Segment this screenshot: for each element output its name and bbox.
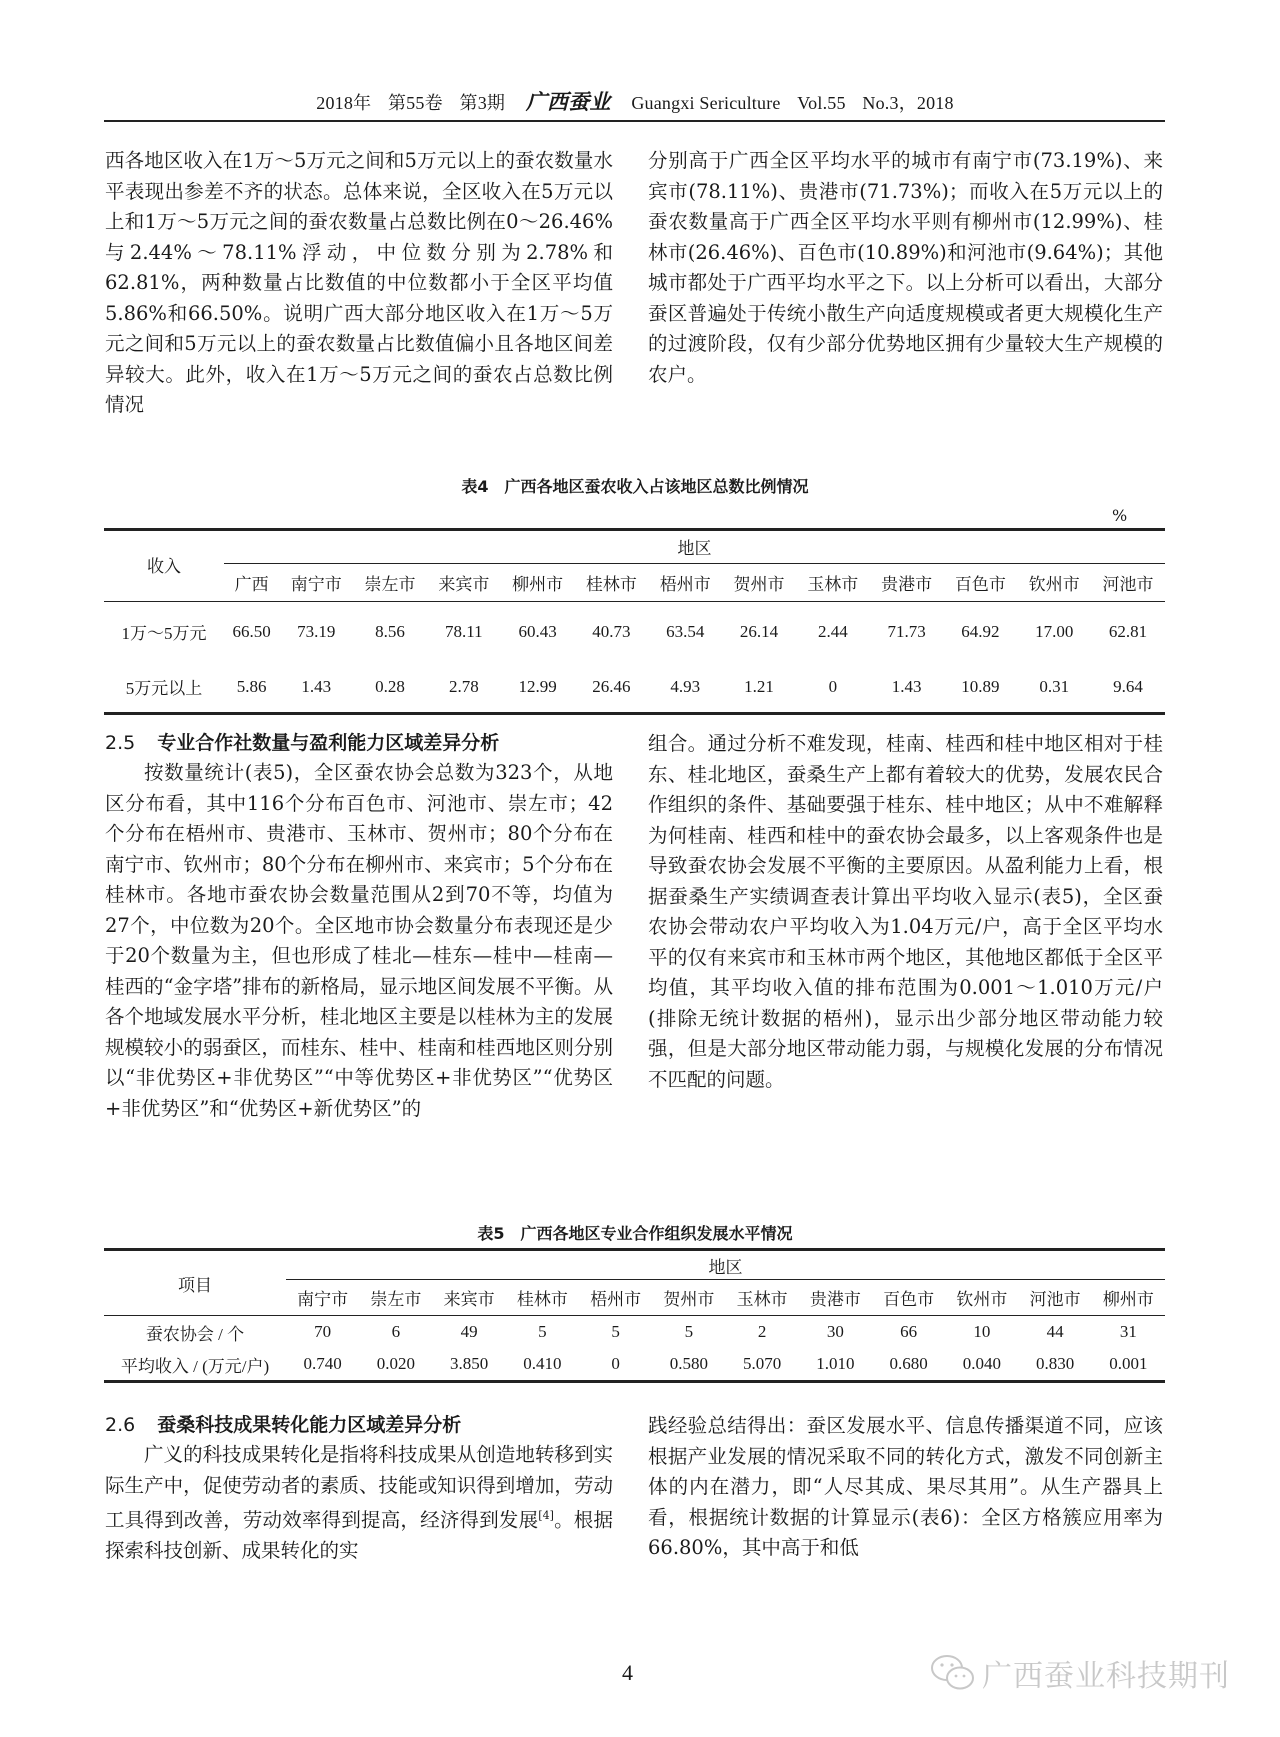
table5-column-header: 南宁市 bbox=[297, 1290, 349, 1309]
section26-right-column bbox=[648, 1411, 1163, 1564]
section25-right-paragraph: 组合。通过分析不难发现，桂南、桂西和桂中地区相对于桂东、桂北地区，蚕桑生产上都有着较大的优势，发展农民合作组织的条件、基础要强于桂东、桂中地区；从中不难解释为何桂南、桂西和桂中的蚕农协会最多，以上客观条件也是导致蚕农协会发展不平衡的主要原因。从盈利能力上看，根据蚕桑生产实绩调查表计算出平均收入显示(表5)，全区蚕农协会带动农户平均收入为1.04万元/户，高于全区平均水平的仅有来宾市和玉林市两个地区，其他地区都低于全区平均值，其平均收入值的排布范围为0.001～1.010万元/户(排除无统计数据的梧州)，显示出少部分地区带动能力较强，但是大部分地区带动能力弱，与规模化发展的分布情况不匹配的问题。 bbox=[648, 732, 1163, 1091]
section26-heading bbox=[105, 1410, 613, 1440]
header-journal-en: Guangxi Sericulture bbox=[631, 93, 781, 113]
table5-column-header: 梧州市 bbox=[590, 1290, 642, 1309]
table5-row-header: 项目 bbox=[178, 1275, 212, 1295]
section25-left-column bbox=[105, 728, 613, 1124]
table5-column-header: 柳州市 bbox=[1102, 1290, 1154, 1309]
table4-cell: 9.64 bbox=[1113, 676, 1143, 696]
table4-cell: 8.56 bbox=[375, 621, 405, 641]
table5 bbox=[104, 1248, 1165, 1383]
table4-cell: 2.44 bbox=[817, 621, 848, 641]
table5-cell: 0 bbox=[611, 1354, 620, 1374]
table4-cell: 40.73 bbox=[592, 621, 631, 641]
section25-heading bbox=[105, 728, 613, 758]
table5-cell: 44 bbox=[1046, 1322, 1064, 1342]
table4-column-header: 来宾市 bbox=[438, 574, 490, 594]
table4 bbox=[104, 528, 1165, 715]
running-header bbox=[105, 86, 1165, 116]
table5-cell: 0.020 bbox=[376, 1354, 415, 1374]
table4-cell: 62.81 bbox=[1108, 621, 1148, 641]
table5-cell: 30 bbox=[826, 1322, 844, 1342]
table5-cell: 5.070 bbox=[743, 1354, 782, 1374]
table5-cell: 49 bbox=[460, 1322, 478, 1342]
table5-column-header: 河池市 bbox=[1029, 1290, 1081, 1309]
table5-cell: 0.040 bbox=[962, 1354, 1001, 1374]
table4-cell: 1.43 bbox=[301, 676, 332, 696]
table4-cell: 66.50 bbox=[232, 621, 271, 641]
table4-cell: 63.54 bbox=[666, 621, 705, 641]
top-right-column bbox=[648, 146, 1163, 390]
table4-column-header: 梧州市 bbox=[659, 574, 711, 594]
table4-column-header: 南宁市 bbox=[290, 574, 342, 594]
table5-cell: 31 bbox=[1119, 1322, 1137, 1342]
table5-cell: 5 bbox=[684, 1322, 694, 1342]
table4-row bbox=[104, 662, 1165, 714]
table4-column-header: 贺州市 bbox=[733, 574, 785, 594]
table5-cell: 6 bbox=[391, 1322, 401, 1342]
table4-row-label: 1万～5万元 bbox=[121, 624, 207, 644]
table4-row-header: 收入 bbox=[147, 556, 181, 576]
table4-group-header: 地区 bbox=[224, 530, 1165, 564]
table4-column-header: 玉林市 bbox=[807, 574, 859, 594]
table5-column-header: 桂林市 bbox=[516, 1290, 568, 1309]
watermark bbox=[930, 1651, 1230, 1695]
table4-cell: 0.31 bbox=[1039, 676, 1070, 696]
table4-row-label: 5万元以上 bbox=[125, 679, 203, 699]
section26-number: 2.6 bbox=[105, 1414, 136, 1436]
table5-group-header: 地区 bbox=[286, 1250, 1165, 1280]
section26-left-paragraph bbox=[105, 1440, 613, 1567]
table4-cell: 60.43 bbox=[518, 621, 557, 641]
table5-column-header: 钦州市 bbox=[956, 1290, 1008, 1309]
table4-column-header: 柳州市 bbox=[512, 574, 564, 594]
table4-cell: 4.93 bbox=[670, 676, 701, 696]
table5-column-header: 玉林市 bbox=[736, 1290, 788, 1309]
table4-cell: 1.21 bbox=[744, 676, 774, 696]
section26-title: 蚕桑科技成果转化能力区域差异分析 bbox=[157, 1414, 462, 1436]
table5-row-label: 蚕农协会 / 个 bbox=[145, 1324, 245, 1344]
table4-cell: 12.99 bbox=[518, 676, 557, 696]
table5-cell: 0.001 bbox=[1109, 1354, 1148, 1374]
table4-cell: 17.00 bbox=[1035, 621, 1074, 641]
table4-column-header: 河池市 bbox=[1102, 574, 1154, 594]
table5-cell: 3.850 bbox=[450, 1354, 489, 1374]
table4-row bbox=[104, 602, 1165, 662]
table5-row-label: 平均收入 / (万元/户) bbox=[120, 1356, 270, 1376]
table5-column-header: 百色市 bbox=[883, 1290, 935, 1309]
table5-cell: 5 bbox=[538, 1322, 547, 1342]
citation-ref[interactable]: [4] bbox=[538, 1509, 554, 1522]
section26-right-paragraph: 践经验总结得出：蚕区发展水平、信息传播渠道不同，应该根据产业发展的情况采取不同的转化方式，激发不同创新主体的内在潜力，即“人尽其成、果尽其用”。从生产器具上看，根据统计数据的计算显示(表6)：全区方格簇应用率为66.80%，其中高于和低 bbox=[648, 1414, 1163, 1559]
header-vol-en: Vol.55 bbox=[797, 93, 846, 113]
table5-cell: 0.680 bbox=[889, 1354, 928, 1374]
table5-cell: 70 bbox=[314, 1322, 332, 1342]
table4-column-header: 崇左市 bbox=[364, 574, 416, 594]
top-left-column bbox=[105, 146, 613, 421]
header-year: 2018年 bbox=[316, 93, 372, 113]
wechat-icon bbox=[930, 1653, 976, 1693]
header-volume: 第55卷 bbox=[387, 93, 443, 113]
section25-number: 2.5 bbox=[105, 732, 136, 754]
table4-cell: 26.14 bbox=[739, 621, 779, 641]
section25-right-column bbox=[648, 729, 1163, 1095]
section25-left-paragraph: 按数量统计(表5)，全区蚕农协会总数为323个，从地区分布看，其中116个分布百色市、河池市、崇左市；42个分布在梧州市、贵港市、玉林市、贺州市；80个分布在南宁市、钦州市；80个分布在柳州市、来宾市；5个分布在桂林市。各地市蚕农协会数量范围从2到70不等，均值为27个，中位数为20个。全区地市协会数量分布表现还是少于20个数量为主，但也形成了桂北—桂东—桂中—桂南—桂西的“金字塔”排布的新格局，显示地区间发展不平衡。从各个地域发展水平分析，桂北地区主要是以桂林为主的发展规模较小的弱蚕区，而桂东、桂中、桂南和桂西地区则分别以“非优势区+非优势区”“中等优势区+非优势区”“优势区+非优势区”和“优势区+新优势区”的 bbox=[105, 761, 613, 1120]
table5-cell: 10 bbox=[973, 1322, 991, 1342]
table5-row bbox=[104, 1349, 1165, 1382]
header-no-en: No.3，2018 bbox=[862, 93, 954, 113]
watermark-text: 广西蚕业科技期刊 bbox=[982, 1659, 1230, 1694]
table4-column-header: 广西 bbox=[234, 574, 269, 594]
table4-column-header: 桂林市 bbox=[585, 574, 637, 594]
table5-column-header: 贺州市 bbox=[663, 1290, 715, 1309]
table5-column-header: 贵港市 bbox=[809, 1290, 861, 1309]
table5-cell: 2 bbox=[757, 1322, 767, 1342]
section26-left-text: 广义的科技成果转化是指将科技成果从创造地转移到实际生产中，促使劳动者的素质、技能或知识得到增加，劳动工具得到改善，劳动效率得到提高，经济得到发展 bbox=[105, 1443, 613, 1532]
table4-column-header: 贵港市 bbox=[881, 574, 933, 594]
table4-cell: 5.86 bbox=[236, 676, 267, 696]
table4-cell: 71.73 bbox=[887, 621, 926, 641]
table5-column-header: 崇左市 bbox=[370, 1290, 422, 1309]
table4-caption: 表4 广西各地区蚕农收入占该地区总数比例情况 bbox=[461, 477, 809, 496]
table5-cell: 0.830 bbox=[1036, 1354, 1075, 1374]
header-issue: 第3期 bbox=[459, 93, 506, 113]
table5-cell: 5 bbox=[611, 1322, 620, 1342]
table5-row bbox=[104, 1316, 1165, 1349]
section25-title: 专业合作社数量与盈利能力区域差异分析 bbox=[157, 732, 500, 754]
table4-cell: 0 bbox=[828, 676, 838, 696]
top-right-paragraph: 分别高于广西全区平均水平的城市有南宁市(73.19%)、来宾市(78.11%)、贵港市(71.73%)；而收入在5万元以上的蚕农数量高于广西全区平均水平则有柳州市(12.99%)、桂林市(26.46%)、百色市(10.89%)和河池市(9.64%)；其他城市都处于广西平均水平之下。以上分析可以看出，大部分蚕区普遍处于传统小散生产向适度规模或者更大规模化生产的过渡阶段，仅有少部分优势地区拥有少量较大生产规模的农户。 bbox=[648, 149, 1163, 386]
table5-cell: 0.580 bbox=[669, 1354, 708, 1374]
section26-left-column bbox=[105, 1410, 613, 1567]
table4-cell: 2.78 bbox=[448, 676, 479, 696]
table4-cell: 26.46 bbox=[592, 676, 631, 696]
page-number: 4 bbox=[622, 1660, 633, 1685]
table4-column-header: 百色市 bbox=[954, 574, 1006, 594]
table5-cell: 0.410 bbox=[523, 1354, 562, 1374]
table5-cell: 0.740 bbox=[303, 1354, 342, 1374]
table4-cell: 73.19 bbox=[297, 621, 336, 641]
table4-cell: 64.92 bbox=[961, 621, 1000, 641]
header-rule bbox=[104, 120, 1165, 122]
table4-cell: 10.89 bbox=[961, 676, 1000, 696]
table4-unit: % bbox=[1112, 506, 1128, 525]
table5-caption: 表5 广西各地区专业合作组织发展水平情况 bbox=[477, 1224, 793, 1243]
top-left-paragraph: 西各地区收入在1万～5万元之间和5万元以上的蚕农数量水平表现出参差不齐的状态。总体来说，全区收入在5万元以上和1万～5万元之间的蚕农数量占总数比例在0～26.46%与2.44%～78.11%浮动，中位数分别为2.78%和62.81%，两种数量占比数值的中位数都小于全区平均值5.86%和66.50%。说明广西大部分地区收入在1万～5万元之间和5万元以上的蚕农数量占比数值偏小且各地区间差异较大。此外，收入在1万～5万元之间的蚕农占总数比例情况 bbox=[105, 149, 613, 416]
table4-cell: 0.28 bbox=[375, 676, 405, 696]
table4-cell: 1.43 bbox=[891, 676, 922, 696]
table5-cell: 66 bbox=[900, 1322, 918, 1342]
section26-left-text-end: 。根据探索科技创新、成果转化的实 bbox=[105, 1508, 613, 1562]
table4-column-header: 钦州市 bbox=[1028, 574, 1080, 594]
table5-column-header: 来宾市 bbox=[443, 1290, 495, 1309]
header-journal-cn: 广西蚕业 bbox=[525, 90, 611, 114]
table5-cell: 1.010 bbox=[816, 1354, 855, 1374]
table4-cell: 78.11 bbox=[445, 621, 483, 641]
